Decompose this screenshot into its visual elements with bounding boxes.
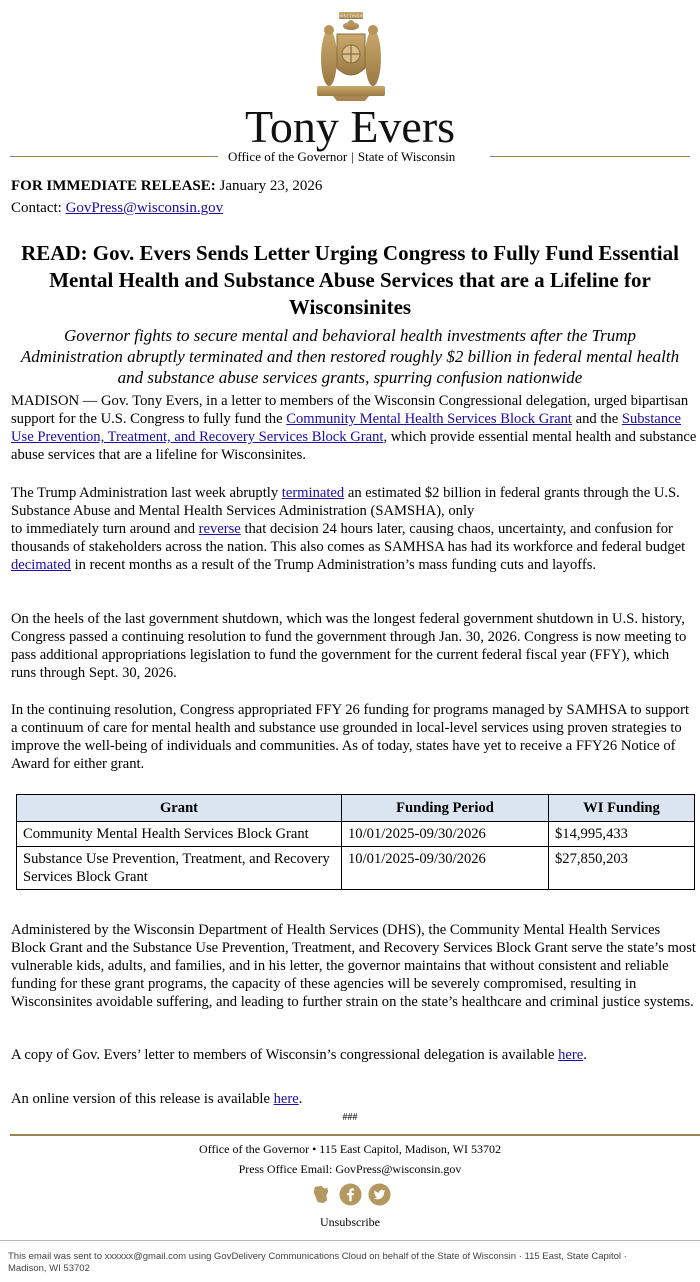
reverse-link[interactable]: reverse	[198, 521, 241, 537]
cell-period: 10/01/2025-09/30/2026	[342, 847, 549, 890]
p2-text-d: that decision 24 hours later, causing chaos, uncertainty, and confusion for thousands of stakeholders across the nation. This also comes as SAMHSA has had its workforce and federal budget	[11, 521, 686, 555]
paragraph-6	[11, 1046, 697, 1064]
footer-address: Office of the Governor • 115 East Capitol, Madison, WI 53702	[199, 1142, 501, 1156]
paragraph-5: Administered by the Wisconsin Department of Health Services (DHS), the Community Mental Health Services Block Grant and the Substance Use Prevention, Treatment, and Recovery Services Block Grant serve the state’s most vulnerable kids, adults, and families, and in his letter, the governor maintains that without consistent and reliable funding for these grant programs, the capacity of these agencies will be severely compromised, resulting in Wisconsinites avoidable suffering, and leading to further strain on the state’s healthcare and criminal justice systems.	[11, 922, 696, 1010]
release-label: FOR IMMEDIATE RELEASE:	[11, 178, 216, 194]
p7-text-b: .	[298, 1091, 303, 1107]
table-header-row	[17, 795, 695, 822]
paragraph-7	[11, 1090, 697, 1108]
headline: READ: Gov. Evers Sends Letter Urging Congress to Fully Fund Essential Mental Health and Substance Abuse Services that are a Lifeline for Wisconsinites	[21, 241, 679, 319]
paragraph-2	[11, 484, 697, 574]
grants-table	[16, 794, 695, 890]
unsubscribe-link[interactable]: Unsubscribe	[320, 1215, 380, 1229]
col-grant-header: Grant	[17, 795, 342, 822]
fine-print-rule	[0, 1240, 700, 1241]
header-rule-right	[490, 156, 690, 157]
p1-text-a: MADISON — Gov. Tony Evers, in a letter to members of the Wisconsin Congressional delegation, urged bipartisan support for the U.S. Congress to fully fund the	[11, 393, 689, 427]
cell-grant: Substance Use Prevention, Treatment, and Recovery Services Block Grant	[17, 847, 342, 890]
col-period-header: Funding Period	[342, 795, 549, 822]
office-separator: |	[351, 149, 354, 164]
office-line	[228, 149, 455, 165]
subheadline: Governor fights to secure mental and behavioral health investments after the Trump Administration abruptly terminated and then restored roughly $2 billion in federal mental health and substance abuse services grants, spurring confusion nationwide	[20, 326, 680, 387]
p2-text-c: to immediately turn around and	[11, 521, 199, 537]
paragraph-4: In the continuing resolution, Congress appropriated FFY 26 funding for programs managed by SAMHSA to support a continuum of care for mental health and substance use grounded in local-level services using proven strategies to improve the well-being of individuals and communities. As of today, states have yet to receive a FFY26 Notice of Award for either grant.	[11, 702, 689, 772]
table-row	[17, 847, 695, 890]
facebook-icon[interactable]	[339, 1183, 362, 1206]
contact-email-link[interactable]: GovPress@wisconsin.gov	[65, 200, 224, 216]
fine-print: This email was sent to xxxxxx@gmail.com using GovDelivery Communications Cloud on behalf of the State of Wisconsin · 115 East, State Capitol · Madison, WI 53702	[8, 1251, 627, 1274]
end-mark: ###	[342, 1112, 358, 1123]
cell-funding: $14,995,433	[549, 822, 695, 847]
state-label: State of Wisconsin	[357, 149, 456, 164]
p1-text-c: , which provide essential mental health and substance abuse services that are a lifeline for Wisconsinites.	[11, 429, 697, 463]
letter-here-link[interactable]: here	[558, 1047, 584, 1063]
cell-period: 10/01/2025-09/30/2026	[342, 822, 549, 847]
social-links	[0, 1183, 700, 1206]
substance-use-block-grant-link[interactable]: Substance Use Prevention, Treatment, and Recovery Services Block Grant	[11, 411, 682, 445]
brand-title: Tony Evers	[244, 101, 456, 152]
wisconsin-seal-icon	[313, 10, 389, 102]
paragraph-1	[11, 392, 697, 464]
online-version-here-link[interactable]: here	[273, 1091, 299, 1107]
cell-funding: $27,850,203	[549, 847, 695, 890]
p2-text-e: in recent months as a result of the Trump Administration’s mass funding cuts and layoffs.	[70, 557, 597, 573]
footer-rule	[10, 1134, 700, 1136]
p1-text-b: and the	[571, 411, 622, 427]
footer-press-email: Press Office Email: GovPress@wisconsin.gov	[238, 1162, 462, 1176]
p2-text-b: an estimated $2 billion in federal grants through the U.S. Substance Abuse and Mental Health Services Administration (SAMSHA), only	[11, 485, 680, 519]
wisconsin-map-icon[interactable]	[310, 1183, 333, 1206]
header-rule-left	[10, 156, 218, 157]
decimated-link[interactable]: decimated	[11, 557, 71, 573]
paragraph-3: On the heels of the last government shutdown, which was the longest federal government shutdown in U.S. history, Congress passed a continuing resolution to fund the government through Jan. 30, 2026. Congress is now meeting to pass additional appropriations legislation to fund the government for the current federal fiscal year (FFY), which runs through Sept. 30, 2026.	[11, 611, 687, 681]
table-row	[17, 822, 695, 847]
terminated-link[interactable]: terminated	[281, 485, 345, 501]
p2-text-a: The Trump Administration last week abruptly	[11, 485, 282, 501]
p6-text-b: .	[583, 1047, 587, 1063]
cell-grant: Community Mental Health Services Block Grant	[17, 822, 342, 847]
release-date: January 23, 2026	[219, 178, 323, 194]
p6-text-a: A copy of Gov. Evers’ letter to members of Wisconsin’s congressional delegation is available	[11, 1047, 559, 1063]
p7-text-a: An online version of this release is available	[11, 1091, 274, 1107]
svg-text:WISCONSIN: WISCONSIN	[337, 13, 365, 19]
office-label: Office of the Governor	[228, 149, 348, 164]
contact-label: Contact:	[11, 200, 62, 216]
col-funding-header: WI Funding	[549, 795, 695, 822]
release-info	[11, 175, 322, 219]
community-mental-health-link[interactable]: Community Mental Health Services Block Grant	[286, 411, 572, 427]
twitter-icon[interactable]	[368, 1183, 391, 1206]
